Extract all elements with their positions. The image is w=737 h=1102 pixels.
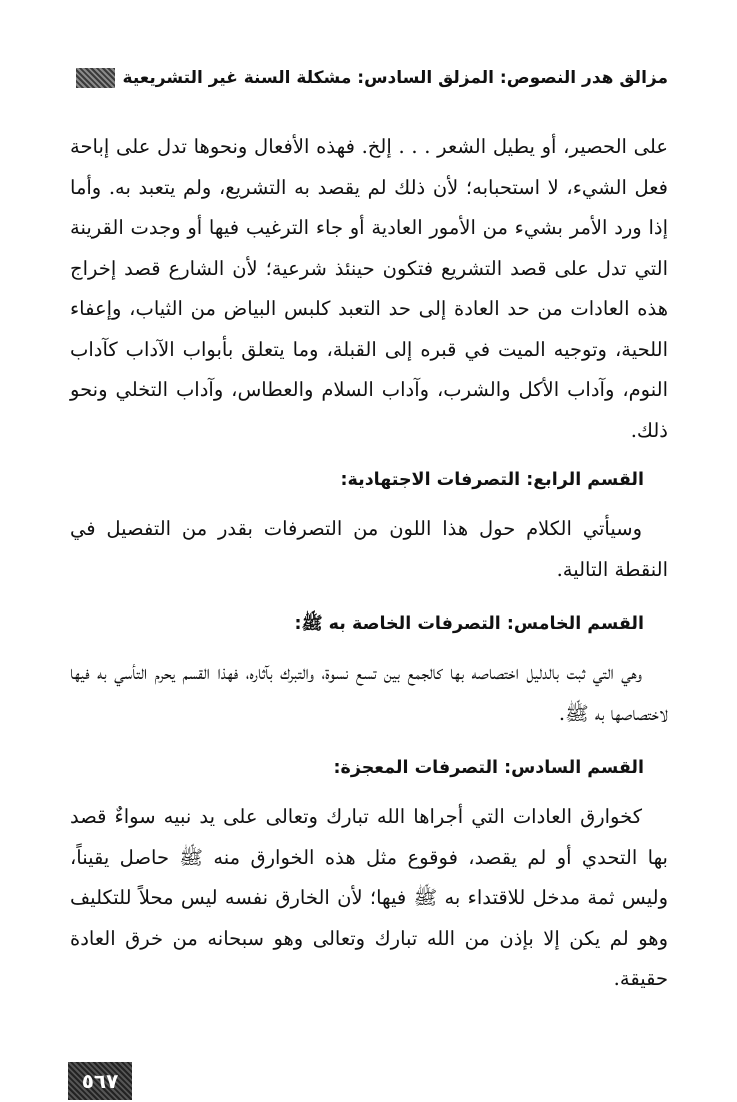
page-number: ٥٦٧ xyxy=(81,1069,119,1093)
header-decorative-bar xyxy=(76,68,115,88)
page-number-box xyxy=(68,1062,132,1100)
running-header xyxy=(76,62,668,94)
section-heading-fourth: القسم الرابع: التصرفات الاجتهادية: xyxy=(340,470,644,490)
paragraph-fourth-section: وسيأتي الكلام حول هذا اللون من التصرفات بقدر من التفصيل في النقطة التالية. xyxy=(70,517,668,581)
page-body xyxy=(70,127,668,1000)
section-heading-sixth: القسم السادس: التصرفات المعجزة: xyxy=(333,758,644,778)
paragraph-sixth-section: كخوارق العادات التي أجراها الله تبارك وتعالى على يد نبيه سواءٌ قصد بها التحدي أو لم يقصد، فوقوع مثل هذه الخوارق منه ﷺ حاصل يقيناً، وليس ثمة مدخل للاقتداء به ﷺ فيها؛ لأن الخارق نفسه ليس محلاً للتكليف وهو لم يكن إلا بإذن من الله تبارك وتعالى وهو سبحانه من خرق العادة حقيقة. xyxy=(70,805,668,990)
section-heading-fifth: القسم الخامس: التصرفات الخاصة به ﷺ: xyxy=(294,614,644,634)
running-header-title: مزالق هدر النصوص: المزلق السادس: مشكلة السنة غير التشريعية xyxy=(122,68,668,88)
paragraph-continuation: على الحصير، أو يطيل الشعر . . . إلخ. فهذه الأفعال ونحوها تدل على إباحة فعل الشيء، لا استحبابه؛ لأن ذلك لم يقصد به التشريع، ولم يتعبد به. وأما إذا ورد الأمر بشيء من الأمور العادية أو جاء الترغيب فيها أو وجدت القرينة التي تدل على قصد التشريع فتكون حينئذ شرعية؛ لأن الشارع قصد إخراج هذه العادات من حد العادة إلى حد التعبد كلبس البياض من الثياب، وإعفاء اللحية، وتوجيه الميت في قبره إلى القبلة، وما يتعلق بأبواب الآداب كآداب النوم، وآداب الأكل والشرب، وآداب السلام والعطاس، وآداب التخلي ونحو ذلك. xyxy=(70,135,668,442)
paragraph-fifth-section: وهي التي ثبت بالدليل اختصاصه بها كالجمع بين تسع نسوة، والتبرك بآثاره، فهذا القسم يحرم التأسي به فيها لاختصاصها به ﷺ. xyxy=(70,661,668,725)
